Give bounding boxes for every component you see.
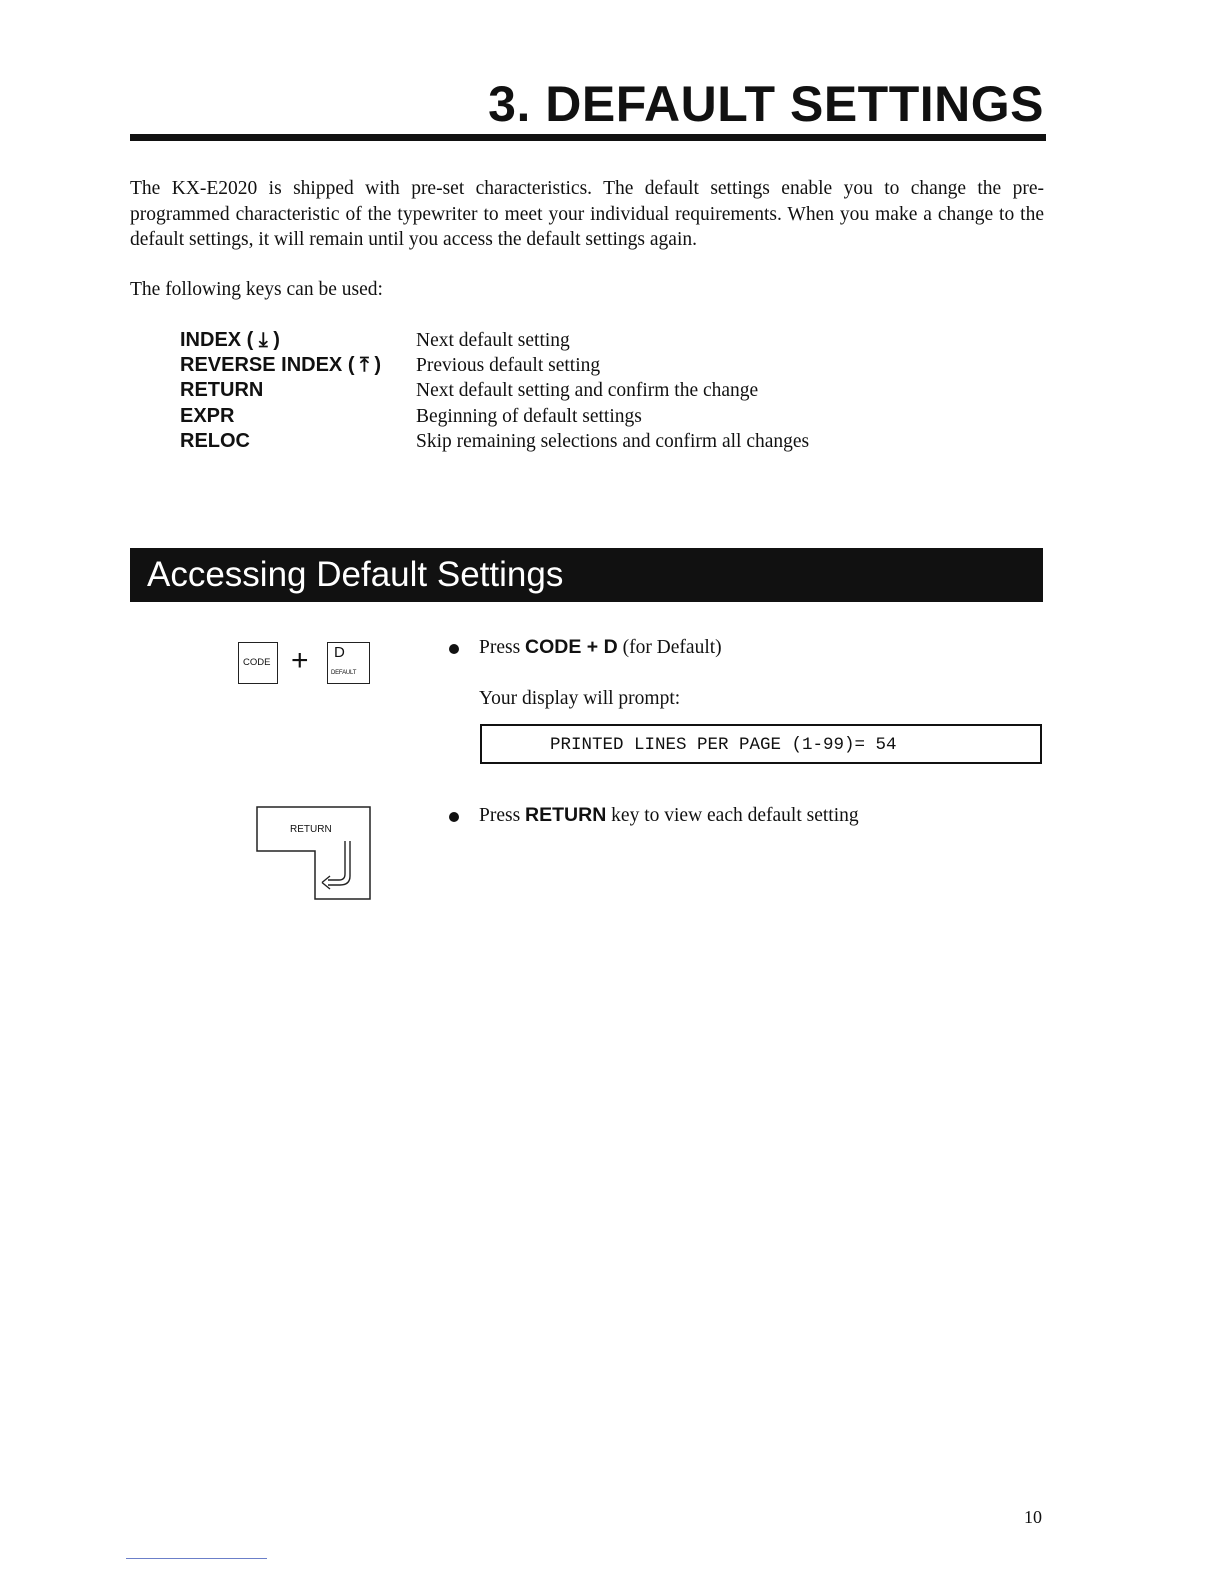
footer-line (126, 1558, 267, 1559)
bullet-icon (449, 812, 459, 822)
title-rule (130, 134, 1046, 141)
d-default-keycap-icon (327, 642, 370, 684)
step1-instruction (479, 636, 722, 659)
key-row (180, 405, 980, 430)
key-row (180, 379, 980, 404)
key-combo: CODE + D (525, 636, 618, 658)
key-row (180, 430, 980, 455)
combo-suffix: (for Default) (622, 637, 722, 658)
key-row (180, 354, 980, 379)
chapter-title: 3. DEFAULT SETTINGS (488, 76, 1044, 132)
key-name: INDEX ( ⤓ ) (180, 329, 280, 351)
key-name: EXPR (180, 405, 235, 427)
press-label: Press (479, 637, 521, 658)
key-name: RELOC (180, 430, 250, 452)
return-keycap-icon (256, 806, 372, 902)
keycap-sublabel: DEFAULT (331, 670, 357, 676)
key-name: REVERSE INDEX ( ⤒ ) (180, 354, 382, 376)
key-description: Beginning of default settings (416, 406, 642, 427)
section-banner (130, 548, 1043, 602)
keycap-label: CODE (243, 657, 271, 668)
display-prompt-label: Your display will prompt: (479, 688, 681, 709)
key-description: Skip remaining selections and confirm all changes (416, 431, 810, 452)
bullet-icon (449, 644, 459, 654)
press-label: Press (479, 805, 521, 826)
page-number: 10 (1024, 1507, 1042, 1527)
step2-instruction (479, 804, 859, 827)
intro-paragraph: The KX-E2020 is shipped with pre-set characteristics. The default settings enable you to change the pre-programmed characteristic of the typewriter to meet your individual requirements. When you make a change to the default settings, it will remain until you access the default settings again. (130, 178, 1044, 250)
section-title: Accessing Default Settings (147, 555, 564, 594)
step2-suffix: key to view each default setting (611, 805, 859, 826)
key-description: Previous default setting (416, 355, 601, 376)
key-name-return: RETURN (525, 804, 607, 826)
key-description: Next default setting (416, 330, 570, 351)
plus-sign: + (291, 644, 309, 677)
keys-intro: The following keys can be used: (130, 279, 383, 300)
key-description: Next default setting and confirm the change (416, 380, 759, 401)
keycap-label: RETURN (290, 824, 332, 835)
lcd-display-text: PRINTED LINES PER PAGE (1-99)= 54 (550, 735, 897, 755)
code-keycap-icon (238, 642, 278, 684)
lcd-display (480, 724, 1042, 764)
key-row (180, 329, 980, 354)
keycap-label: D (334, 644, 345, 661)
key-name: RETURN (180, 379, 264, 401)
